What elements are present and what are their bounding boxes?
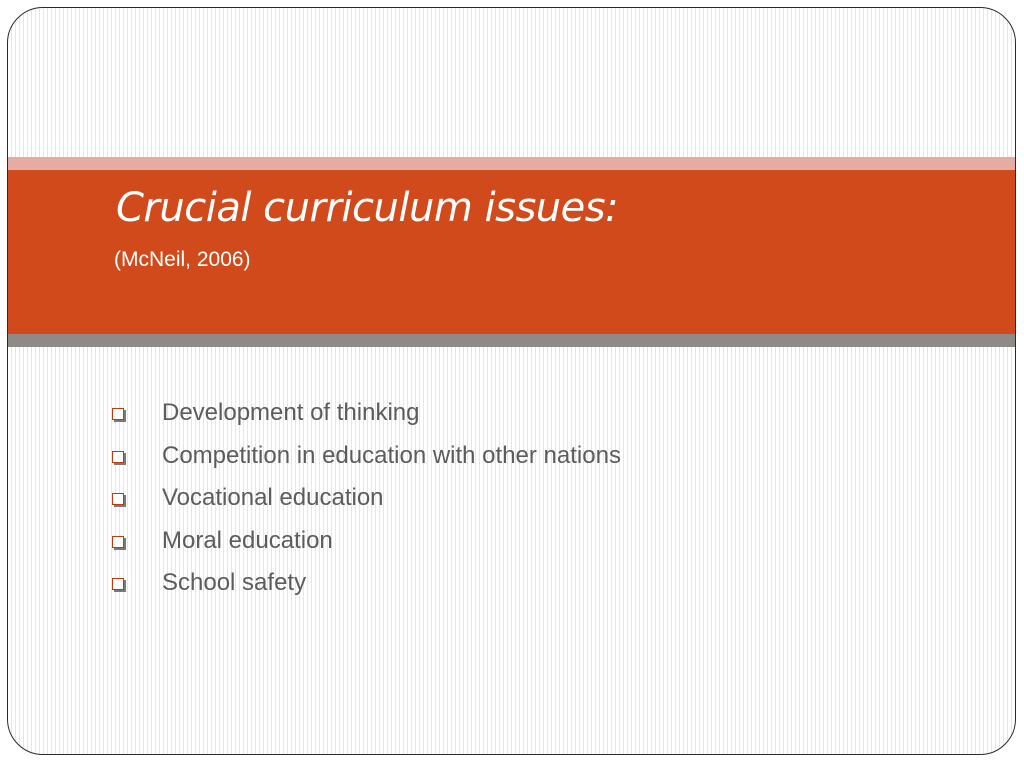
bullet-item: [112, 526, 621, 569]
checkbox-icon: [112, 493, 124, 505]
checkbox-icon: [112, 578, 124, 590]
bullet-text: Competition in education with other nations: [162, 441, 621, 469]
bullet-item: [112, 568, 621, 611]
bullet-item: [112, 398, 621, 441]
bullet-text: School safety: [162, 569, 307, 596]
slide-subtitle: (McNeil, 2006): [114, 248, 251, 271]
slide: [7, 7, 1016, 755]
checkbox-icon: [112, 451, 124, 463]
bullet-text: Moral education: [162, 526, 333, 554]
bullet-text: Development of thinking: [162, 399, 420, 426]
title-accent-band-top: [8, 157, 1015, 170]
checkbox-icon: [112, 536, 124, 548]
title-accent-band-bottom: [8, 334, 1015, 347]
bullet-item: [112, 441, 621, 484]
bullet-list: [112, 398, 621, 611]
checkbox-icon: [112, 408, 124, 420]
bullet-item: [112, 483, 621, 526]
slide-title: Crucial curriculum issues:: [116, 185, 619, 231]
bullet-text: Vocational education: [162, 484, 384, 511]
